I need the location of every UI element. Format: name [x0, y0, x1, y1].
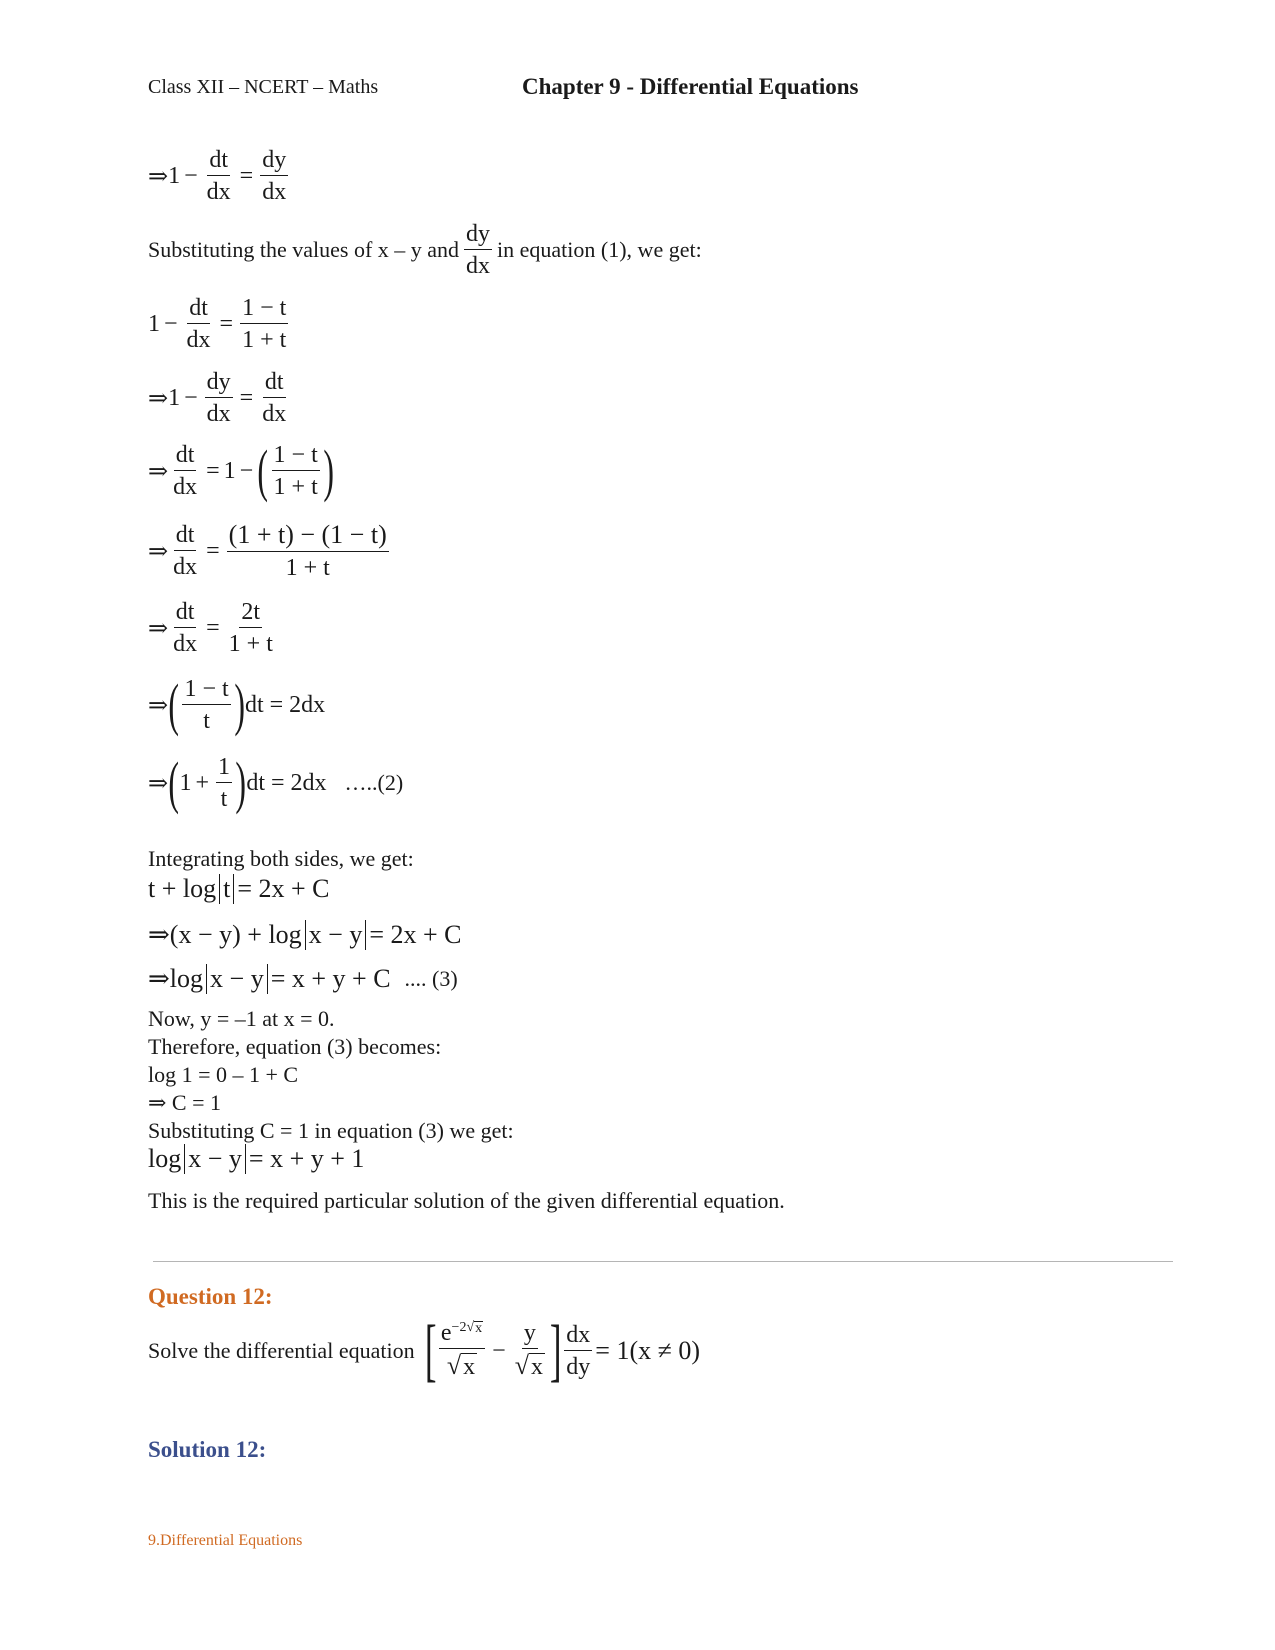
- operator: =: [239, 384, 254, 411]
- now-line: [148, 1006, 335, 1032]
- denominator: dx: [173, 631, 198, 657]
- eq-line-5: [148, 522, 392, 580]
- denominator: t: [203, 708, 210, 734]
- integrating-line: [148, 846, 414, 872]
- question-title: Question 12:: [148, 1284, 273, 1309]
- fraction: [513, 1321, 547, 1380]
- abs-bar: [365, 920, 366, 950]
- numerator: 1 − t: [182, 677, 230, 705]
- numerator: dt: [174, 443, 197, 471]
- denominator: dx: [186, 327, 211, 353]
- header-left: Class XII – NCERT – Maths: [148, 76, 379, 98]
- denominator: 1 + t: [228, 631, 273, 657]
- term: x − y: [188, 1144, 242, 1173]
- fraction: [227, 522, 389, 580]
- equation-label: .... (3): [404, 966, 458, 991]
- therefore-line: [148, 1034, 441, 1060]
- right-paren: ): [235, 750, 246, 815]
- term: log: [169, 964, 204, 993]
- header-title: Chapter 9 - Differential Equations: [522, 74, 859, 99]
- operator: −: [184, 162, 198, 189]
- term: dt = 2dx: [244, 691, 326, 718]
- term: = 2x + C: [237, 874, 330, 903]
- denominator: dx: [206, 179, 231, 205]
- implies-symbol: ⇒: [148, 163, 169, 190]
- sqrt: √ x: [466, 1320, 483, 1337]
- text: ⇒ C = 1: [148, 1090, 222, 1115]
- numerator: 2t: [239, 600, 262, 628]
- eq-line-10: [148, 920, 462, 950]
- final-solution: [148, 1144, 364, 1174]
- fraction: [205, 148, 233, 204]
- left-paren: (: [257, 438, 269, 503]
- fraction: [185, 296, 213, 352]
- implies-symbol: ⇒: [148, 458, 169, 485]
- abs-bar: [219, 874, 220, 904]
- abs-bar: [184, 1144, 185, 1174]
- numerator: 1 − t: [240, 296, 288, 324]
- term: 1: [148, 310, 160, 337]
- text: Solve the differential equation: [148, 1338, 415, 1363]
- page-footer: 9.Differential Equations: [148, 1532, 303, 1549]
- text: This is the required particular solution of the given differential equation.: [148, 1188, 785, 1213]
- term: 1: [179, 769, 192, 796]
- sqrt: √ x: [446, 1351, 476, 1381]
- abs-bar: [267, 964, 268, 994]
- operator: =: [206, 537, 220, 564]
- numerator: dy: [205, 370, 233, 398]
- eq-line-6: [148, 600, 278, 656]
- numerator: [439, 1321, 485, 1349]
- implies-symbol: ⇒: [148, 692, 169, 719]
- fraction: [171, 443, 199, 499]
- implies-symbol: ⇒: [148, 538, 169, 565]
- implies-symbol: ⇒: [148, 615, 169, 642]
- denominator: 1 + t: [242, 327, 287, 353]
- numerator: dt: [263, 370, 286, 398]
- radicand: x: [463, 1354, 476, 1381]
- abs-bar: [245, 1144, 246, 1174]
- term: t + log: [148, 874, 217, 903]
- fraction: [240, 296, 288, 352]
- implies-symbol: ⇒: [148, 920, 170, 949]
- eq-line-4: [148, 438, 334, 503]
- term: x − y: [210, 964, 264, 993]
- operator: =: [239, 162, 254, 189]
- denominator: dx: [262, 179, 287, 205]
- implies-symbol: ⇒: [148, 385, 169, 412]
- denominator: dx: [173, 554, 198, 580]
- fraction: [272, 443, 320, 499]
- text: Now, y = –1 at x = 0.: [148, 1006, 335, 1031]
- left-paren: (: [168, 750, 180, 815]
- fraction: [171, 600, 199, 656]
- left-bracket: [: [424, 1312, 437, 1389]
- numerator: dt: [174, 600, 197, 628]
- denominator: dx: [466, 253, 491, 279]
- abs-bar: [206, 964, 207, 994]
- term: = 2x + C: [369, 920, 462, 949]
- denominator: [513, 1349, 547, 1380]
- implies-symbol: ⇒: [148, 964, 170, 993]
- eq-line-7: [148, 672, 326, 737]
- numerator: 1 − t: [272, 443, 320, 471]
- term: 1: [223, 457, 236, 484]
- numerator: 1: [216, 755, 232, 783]
- log1-line: [148, 1062, 298, 1088]
- implies-symbol: ⇒: [148, 770, 169, 797]
- operator: =: [206, 614, 220, 641]
- numerator: dt: [174, 523, 197, 551]
- sqrt: √ x: [514, 1351, 543, 1381]
- term: = 1(x ≠ 0): [595, 1336, 701, 1365]
- subst-line: [148, 222, 702, 278]
- fraction: [205, 370, 233, 426]
- term: = x + y + C: [270, 964, 391, 993]
- text: Therefore, equation (3) becomes:: [148, 1034, 442, 1059]
- right-bracket: ]: [549, 1312, 562, 1389]
- denominator: dx: [262, 401, 287, 427]
- numerator: (1 + t) − (1 − t): [227, 522, 389, 552]
- text: log 1 = 0 – 1 + C: [148, 1062, 299, 1087]
- radicand: x: [475, 1321, 483, 1337]
- numerator: dt: [207, 148, 230, 176]
- numerator: dy: [464, 222, 492, 250]
- fraction: [439, 1321, 485, 1380]
- denominator: dx: [206, 401, 231, 427]
- term: x − y: [308, 920, 363, 949]
- exponent: [452, 1320, 484, 1335]
- eq-line-11: [148, 964, 458, 994]
- eq-line-3: [148, 370, 291, 426]
- operator: =: [219, 310, 234, 337]
- term: e: [440, 1320, 452, 1347]
- text: in equation (1), we get:: [497, 237, 702, 262]
- eq-line-8: [148, 750, 404, 815]
- equation-label: …..(2): [344, 770, 404, 795]
- fraction: [227, 600, 275, 656]
- denominator: t: [220, 786, 228, 812]
- term: 1: [168, 162, 181, 189]
- term: dt = 2dx: [246, 769, 327, 796]
- operator: −: [164, 310, 178, 337]
- abs-bar: [233, 874, 234, 904]
- c-eq-line: [148, 1090, 221, 1116]
- abs-bar: [305, 920, 306, 950]
- left-paren: (: [168, 672, 180, 737]
- denominator: 1 + t: [285, 555, 330, 581]
- numerator: dx: [564, 1323, 592, 1351]
- operator: −: [239, 457, 254, 484]
- numerator: dy: [260, 148, 288, 176]
- eq-line-1: [148, 148, 291, 204]
- fraction: [171, 523, 199, 579]
- operator: =: [206, 457, 220, 484]
- term: −2: [451, 1320, 467, 1336]
- term: (x − y) + log: [169, 920, 302, 949]
- eq-line-9: [148, 874, 330, 904]
- term: 1: [168, 384, 181, 411]
- denominator: [445, 1349, 479, 1380]
- required-line: [148, 1188, 785, 1214]
- section-divider: [153, 1261, 1173, 1262]
- text: Integrating both sides, we get:: [148, 846, 414, 871]
- right-paren: ): [323, 438, 334, 503]
- denominator: dy: [566, 1354, 591, 1380]
- eq-line-2: [148, 296, 291, 352]
- operator: −: [492, 1337, 506, 1364]
- solution-title: Solution 12:: [148, 1437, 267, 1462]
- radicand: x: [530, 1354, 543, 1381]
- fraction: [182, 677, 230, 733]
- fraction: [260, 148, 288, 204]
- numerator: dt: [187, 296, 210, 324]
- fraction: [564, 1323, 592, 1379]
- term: t: [223, 874, 231, 903]
- subst-c-line: [148, 1118, 514, 1144]
- operator: −: [184, 384, 198, 411]
- question-statement: [148, 1312, 701, 1389]
- denominator: dx: [173, 474, 198, 500]
- text: Substituting the values of x – y and: [148, 237, 460, 262]
- fraction: [216, 755, 232, 811]
- term: log: [148, 1144, 182, 1173]
- denominator: 1 + t: [273, 474, 318, 500]
- right-paren: ): [233, 672, 245, 737]
- fraction: [464, 222, 492, 278]
- fraction: [260, 370, 288, 426]
- numerator: y: [522, 1321, 538, 1349]
- term: = x + y + 1: [248, 1144, 365, 1173]
- text: Substituting C = 1 in equation (3) we get:: [148, 1118, 514, 1143]
- operator: +: [195, 769, 209, 796]
